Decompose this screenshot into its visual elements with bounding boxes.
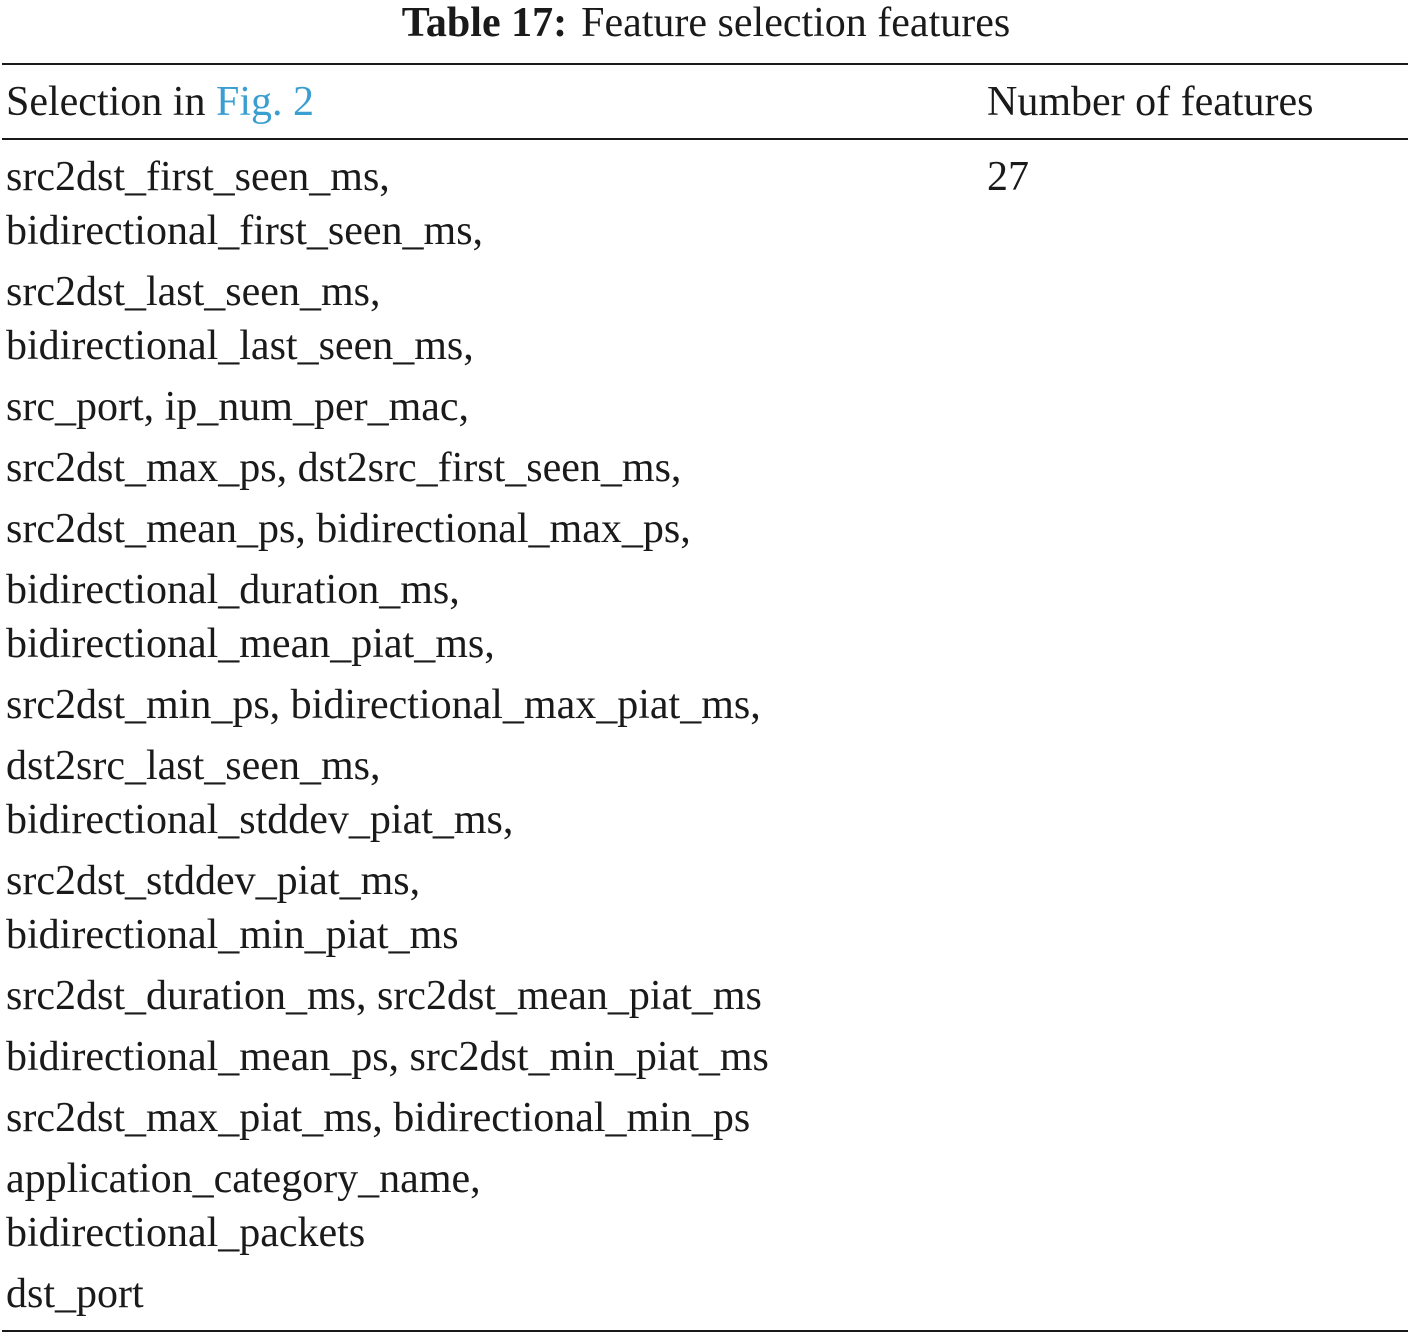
- feature-line: bidirectional_last_seen_ms,: [6, 323, 474, 369]
- table-top-rule: [2, 63, 1408, 65]
- feature-group: [6, 678, 966, 732]
- feature-line: src2dst_max_ps, dst2src_first_seen_ms,: [6, 445, 682, 491]
- feature-line: src2dst_min_ps, bidirectional_max_piat_ms,: [6, 682, 761, 728]
- feature-count-cell: 27: [987, 154, 1029, 200]
- table-body: [0, 150, 1412, 1328]
- table-header-row: [0, 72, 1412, 134]
- figure-link[interactable]: Fig. 2: [215, 79, 314, 125]
- feature-line: src2dst_duration_ms, src2dst_mean_piat_ms: [6, 973, 762, 1019]
- feature-line: dst2src_last_seen_ms,: [6, 743, 381, 789]
- feature-group: [6, 1091, 966, 1145]
- table-bottom-rule: [2, 1330, 1408, 1332]
- feature-group: [6, 1152, 966, 1260]
- table-caption-label: Table 17:: [401, 0, 568, 46]
- feature-group: [6, 441, 966, 495]
- feature-line: bidirectional_packets: [6, 1210, 366, 1256]
- feature-line: bidirectional_stddev_piat_ms,: [6, 797, 514, 843]
- feature-group: [6, 1267, 966, 1321]
- feature-group: [6, 150, 966, 258]
- feature-group: [6, 1030, 966, 1084]
- feature-line: src_port, ip_num_per_mac,: [6, 384, 470, 430]
- feature-line: bidirectional_mean_ps, src2dst_min_piat_ms: [6, 1034, 769, 1080]
- feature-group: [6, 969, 966, 1023]
- feature-group: [6, 854, 966, 962]
- feature-line: bidirectional_first_seen_ms,: [6, 208, 484, 254]
- feature-line: src2dst_stddev_piat_ms,: [6, 858, 421, 904]
- feature-line: bidirectional_min_piat_ms: [6, 912, 459, 958]
- feature-line: application_category_name,: [6, 1156, 481, 1202]
- feature-list: [6, 150, 966, 1328]
- feature-line: src2dst_max_piat_ms, bidirectional_min_ps: [6, 1095, 751, 1141]
- feature-line: src2dst_first_seen_ms,: [6, 154, 390, 200]
- header-selection-text: Selection in: [6, 79, 216, 125]
- header-number-of-features: Number of features: [987, 79, 1314, 125]
- feature-line: src2dst_mean_ps, bidirectional_max_ps,: [6, 506, 691, 552]
- feature-line: dst_port: [6, 1271, 144, 1317]
- table-header-rule: [2, 138, 1408, 140]
- feature-group: [6, 563, 966, 671]
- feature-group: [6, 739, 966, 847]
- feature-line: bidirectional_mean_piat_ms,: [6, 621, 495, 667]
- feature-group: [6, 265, 966, 373]
- header-selection: [6, 72, 314, 132]
- table-caption: [0, 0, 1412, 48]
- feature-line: src2dst_last_seen_ms,: [6, 269, 381, 315]
- table-caption-text: Feature selection features: [581, 0, 1011, 46]
- feature-group: [6, 380, 966, 434]
- feature-group: [6, 502, 966, 556]
- feature-line: bidirectional_duration_ms,: [6, 567, 460, 613]
